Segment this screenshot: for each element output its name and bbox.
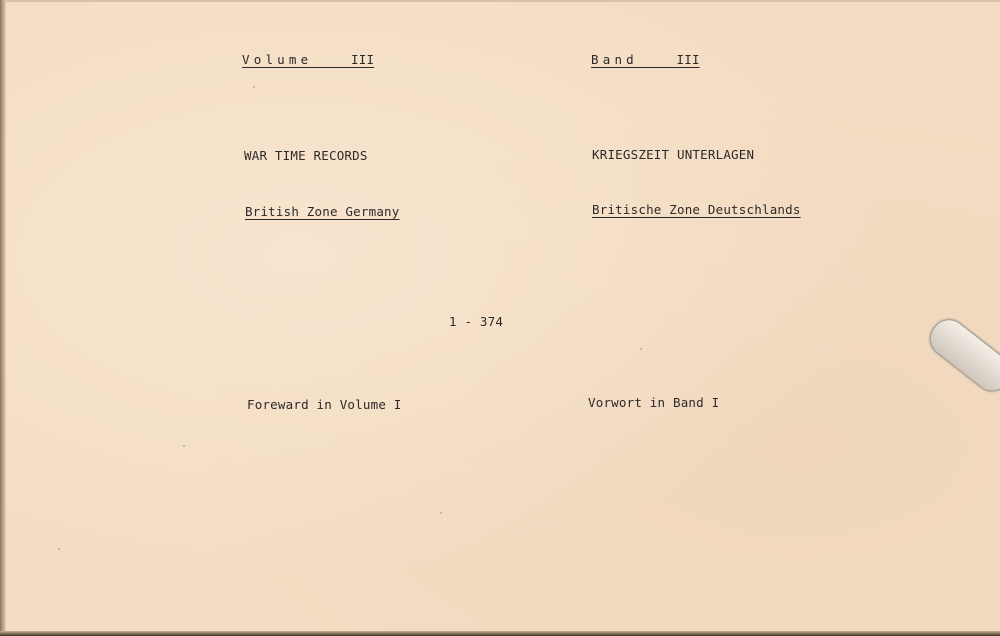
volume-heading-number: III xyxy=(351,52,375,67)
paper-speck xyxy=(183,445,185,447)
page-binding-edge xyxy=(0,0,6,636)
page-bottom-edge xyxy=(0,631,1000,636)
zone-english: British Zone Germany xyxy=(245,204,400,219)
volume-heading xyxy=(242,52,374,67)
paper-speck xyxy=(253,86,255,88)
volume-heading-word: Volume xyxy=(242,52,313,67)
record-range: 1 - 374 xyxy=(449,314,504,329)
foreword-german: Vorwort in Band I xyxy=(588,395,720,410)
band-heading xyxy=(591,52,700,67)
paper-speck xyxy=(58,548,60,550)
paper-clip-tab xyxy=(923,312,1000,399)
paper-speck xyxy=(440,512,442,514)
zone-german: Britische Zone Deutschlands xyxy=(592,202,801,217)
band-heading-word: Band xyxy=(591,52,638,67)
title-english: WAR TIME RECORDS xyxy=(244,148,368,163)
title-german: KRIEGSZEIT UNTERLAGEN xyxy=(592,147,755,162)
foreword-english: Foreward in Volume I xyxy=(247,397,402,412)
band-heading-number: III xyxy=(676,52,700,67)
paper-speck xyxy=(640,348,642,350)
